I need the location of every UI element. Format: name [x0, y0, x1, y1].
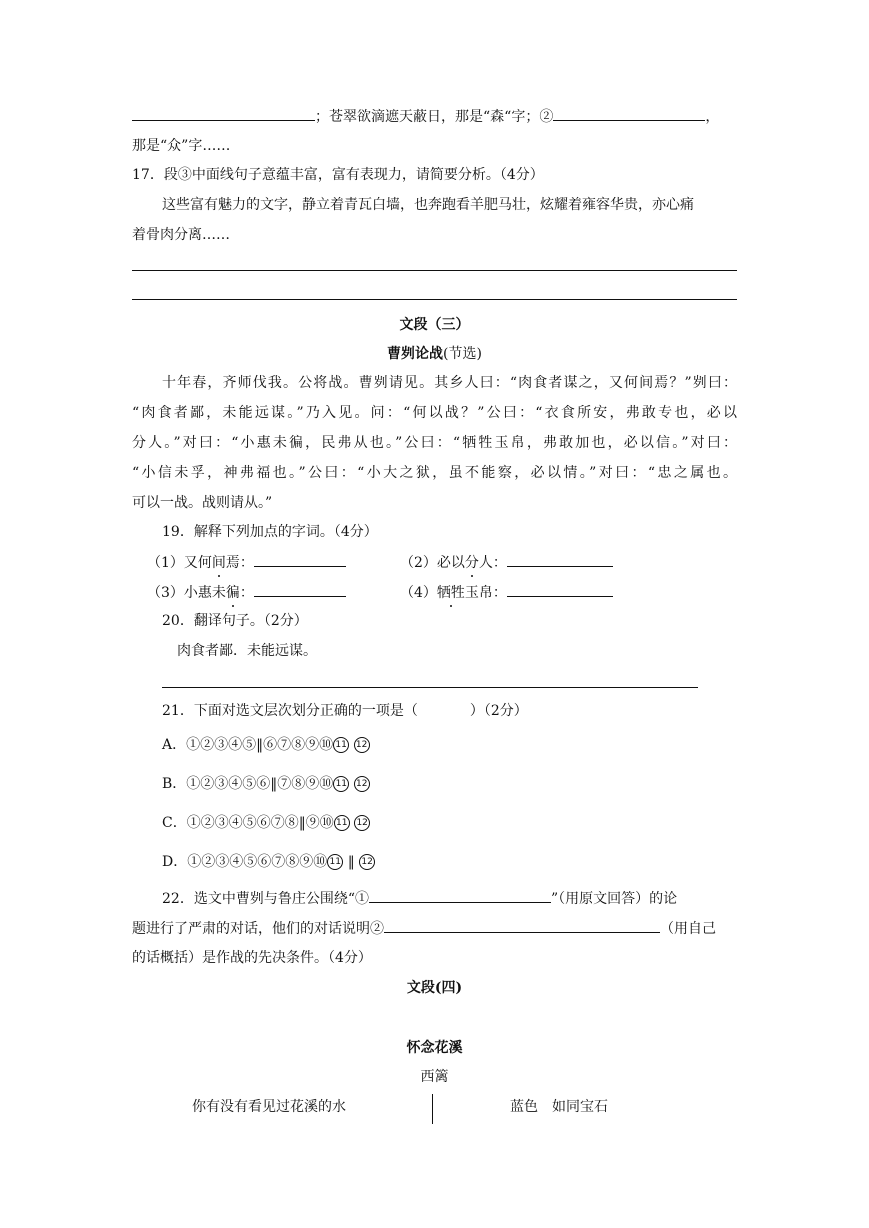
question-22-line-2: [132, 918, 716, 939]
dotted-char: 分: [464, 555, 479, 571]
q21-option-b[interactable]: [162, 774, 370, 794]
answer-blank[interactable]: [507, 552, 613, 567]
q17-quote-line-1: 这些富有魅力的文字，静立着青瓦白墙，也奔跑看羊肥马壮，炫耀着雍容华贵，亦心痛: [162, 197, 694, 213]
answer-line[interactable]: [132, 299, 737, 300]
text-para-line-3: [132, 433, 737, 453]
poem-line-left: 你有没有看见过花溪的水: [192, 1099, 346, 1115]
poem-line-right: 蓝色 如同宝石: [510, 1099, 608, 1115]
text-para-line-5: 可以一战。战则请从。”: [132, 495, 273, 511]
q22-text: ”（用原文回答）的论: [550, 891, 678, 907]
dotted-char: 间: [211, 555, 226, 571]
item-text: （2）必以: [400, 555, 465, 571]
question-21: [162, 701, 528, 721]
divider-mark: ‖: [347, 854, 355, 870]
question-19: 19．解释下列加点的字词。（4分）: [162, 524, 378, 540]
para-text: “肉食者鄙，未能远谋。”乃入见。问：“何以战？”公曰：“衣食所安，弗敢专也，必以: [132, 405, 737, 421]
option-text: D．①②③④⑤⑥⑦⑧⑨⑩: [162, 854, 328, 870]
circled-number: 11: [334, 815, 350, 831]
poem-author: 西篱: [420, 1069, 449, 1085]
q21-stem: 21．下面对选文层次划分正确的一项是（: [162, 703, 418, 719]
item-text: 焉：: [225, 555, 254, 571]
text-title-suffix: (节选): [443, 346, 482, 362]
text-para-line-1: [162, 373, 737, 393]
q17-quote-line-2: 着骨肉分离……: [132, 227, 230, 243]
dotted-char: 徧: [225, 585, 240, 601]
question-22-line-1: [162, 888, 677, 909]
option-text: C．①②③④⑤⑥⑦⑧‖⑨⑩: [162, 815, 334, 831]
item-text: （1）又何: [147, 555, 212, 571]
answer-blank[interactable]: [507, 582, 613, 597]
q20-sentence: 肉食者鄙．未能远谋。: [177, 643, 317, 659]
answer-line[interactable]: [162, 687, 698, 688]
q21-option-a[interactable]: [162, 735, 370, 755]
item-text: （3）小惠未: [147, 585, 226, 601]
q19-item-1: [147, 552, 346, 573]
question-17: 17．段③中面线句子意蕴丰富，富有表现力，请简要分析。（4分）: [132, 167, 544, 183]
q19-item-4: [400, 582, 613, 603]
answer-blank[interactable]: [369, 888, 551, 903]
answer-blank[interactable]: [254, 582, 346, 597]
circled-number: 12: [354, 776, 370, 792]
column-divider: [432, 1094, 433, 1124]
q21-option-d[interactable]: [162, 852, 375, 872]
section-3-heading: 文段（三）: [399, 317, 470, 333]
item-text: ：: [239, 585, 254, 601]
answer-blank[interactable]: [553, 106, 705, 121]
q19-item-2: [400, 552, 613, 573]
item-text: （4）: [400, 585, 437, 601]
answer-blank[interactable]: [254, 552, 346, 567]
section-3-title: [0, 344, 869, 364]
q22-text: 22．选文中曹刿与鲁庄公围绕“①: [162, 891, 369, 907]
item-text: 玉帛：: [464, 585, 507, 601]
dotted-char: 牺牲: [436, 585, 465, 601]
q21-option-c[interactable]: [162, 813, 370, 833]
q21-stem-end: ）（2分）: [469, 703, 528, 719]
para-text: 分人。”对曰：“小惠未徧，民弗从也。”公曰：“牺牲玉帛，弗敢加也，必以信。”对曰：: [132, 435, 737, 451]
para-text: 十年春，齐师伐我。公将战。曹刿请见。其乡人曰：“肉食者谋之，又何间焉？”刿曰：: [162, 375, 737, 391]
top-line-1-text: ；苍翠欲滴遮天蔽日，那是“森“字；②: [315, 109, 554, 125]
question-22-line-3: 的话概括）是作战的先决条件。（4分）: [132, 950, 372, 966]
circled-number: 12: [359, 854, 375, 870]
q22-text: 题进行了严肃的对话，他们的对话说明②: [132, 921, 384, 937]
circled-number: 12: [354, 737, 370, 753]
top-line-2: 那是“众”字……: [132, 138, 231, 154]
poem-title: 怀念花溪: [406, 1040, 463, 1056]
option-text: A．①②③④⑤‖⑥⑦⑧⑨⑩: [162, 737, 334, 753]
option-text: B．①②③④⑤⑥‖⑦⑧⑨⑩: [162, 776, 334, 792]
answer-line[interactable]: [132, 270, 737, 271]
answer-blank[interactable]: [384, 918, 660, 933]
answer-blank[interactable]: [132, 106, 315, 121]
circled-number: 11: [333, 776, 349, 792]
para-text: “小信未孚，神弗福也。”公曰：“小大之狱，虽不能察，必以情。”对曰：“忠之属也。: [132, 465, 737, 481]
text-para-line-4: [132, 463, 737, 483]
circled-number: 11: [333, 737, 349, 753]
circled-number: 12: [354, 815, 370, 831]
circled-number: 11: [327, 854, 343, 870]
q19-item-3: [147, 582, 346, 603]
section-4-heading: 文段(四): [406, 980, 463, 996]
question-20: 20．翻译句子。（2分）: [162, 613, 308, 629]
text-para-line-2: [132, 403, 737, 423]
q22-text: （用自己: [660, 921, 716, 937]
text-title: 曹刿论战: [387, 346, 444, 362]
top-line-1-end: ，: [705, 109, 720, 125]
item-text: 人：: [478, 555, 507, 571]
top-line-1: [132, 106, 719, 127]
